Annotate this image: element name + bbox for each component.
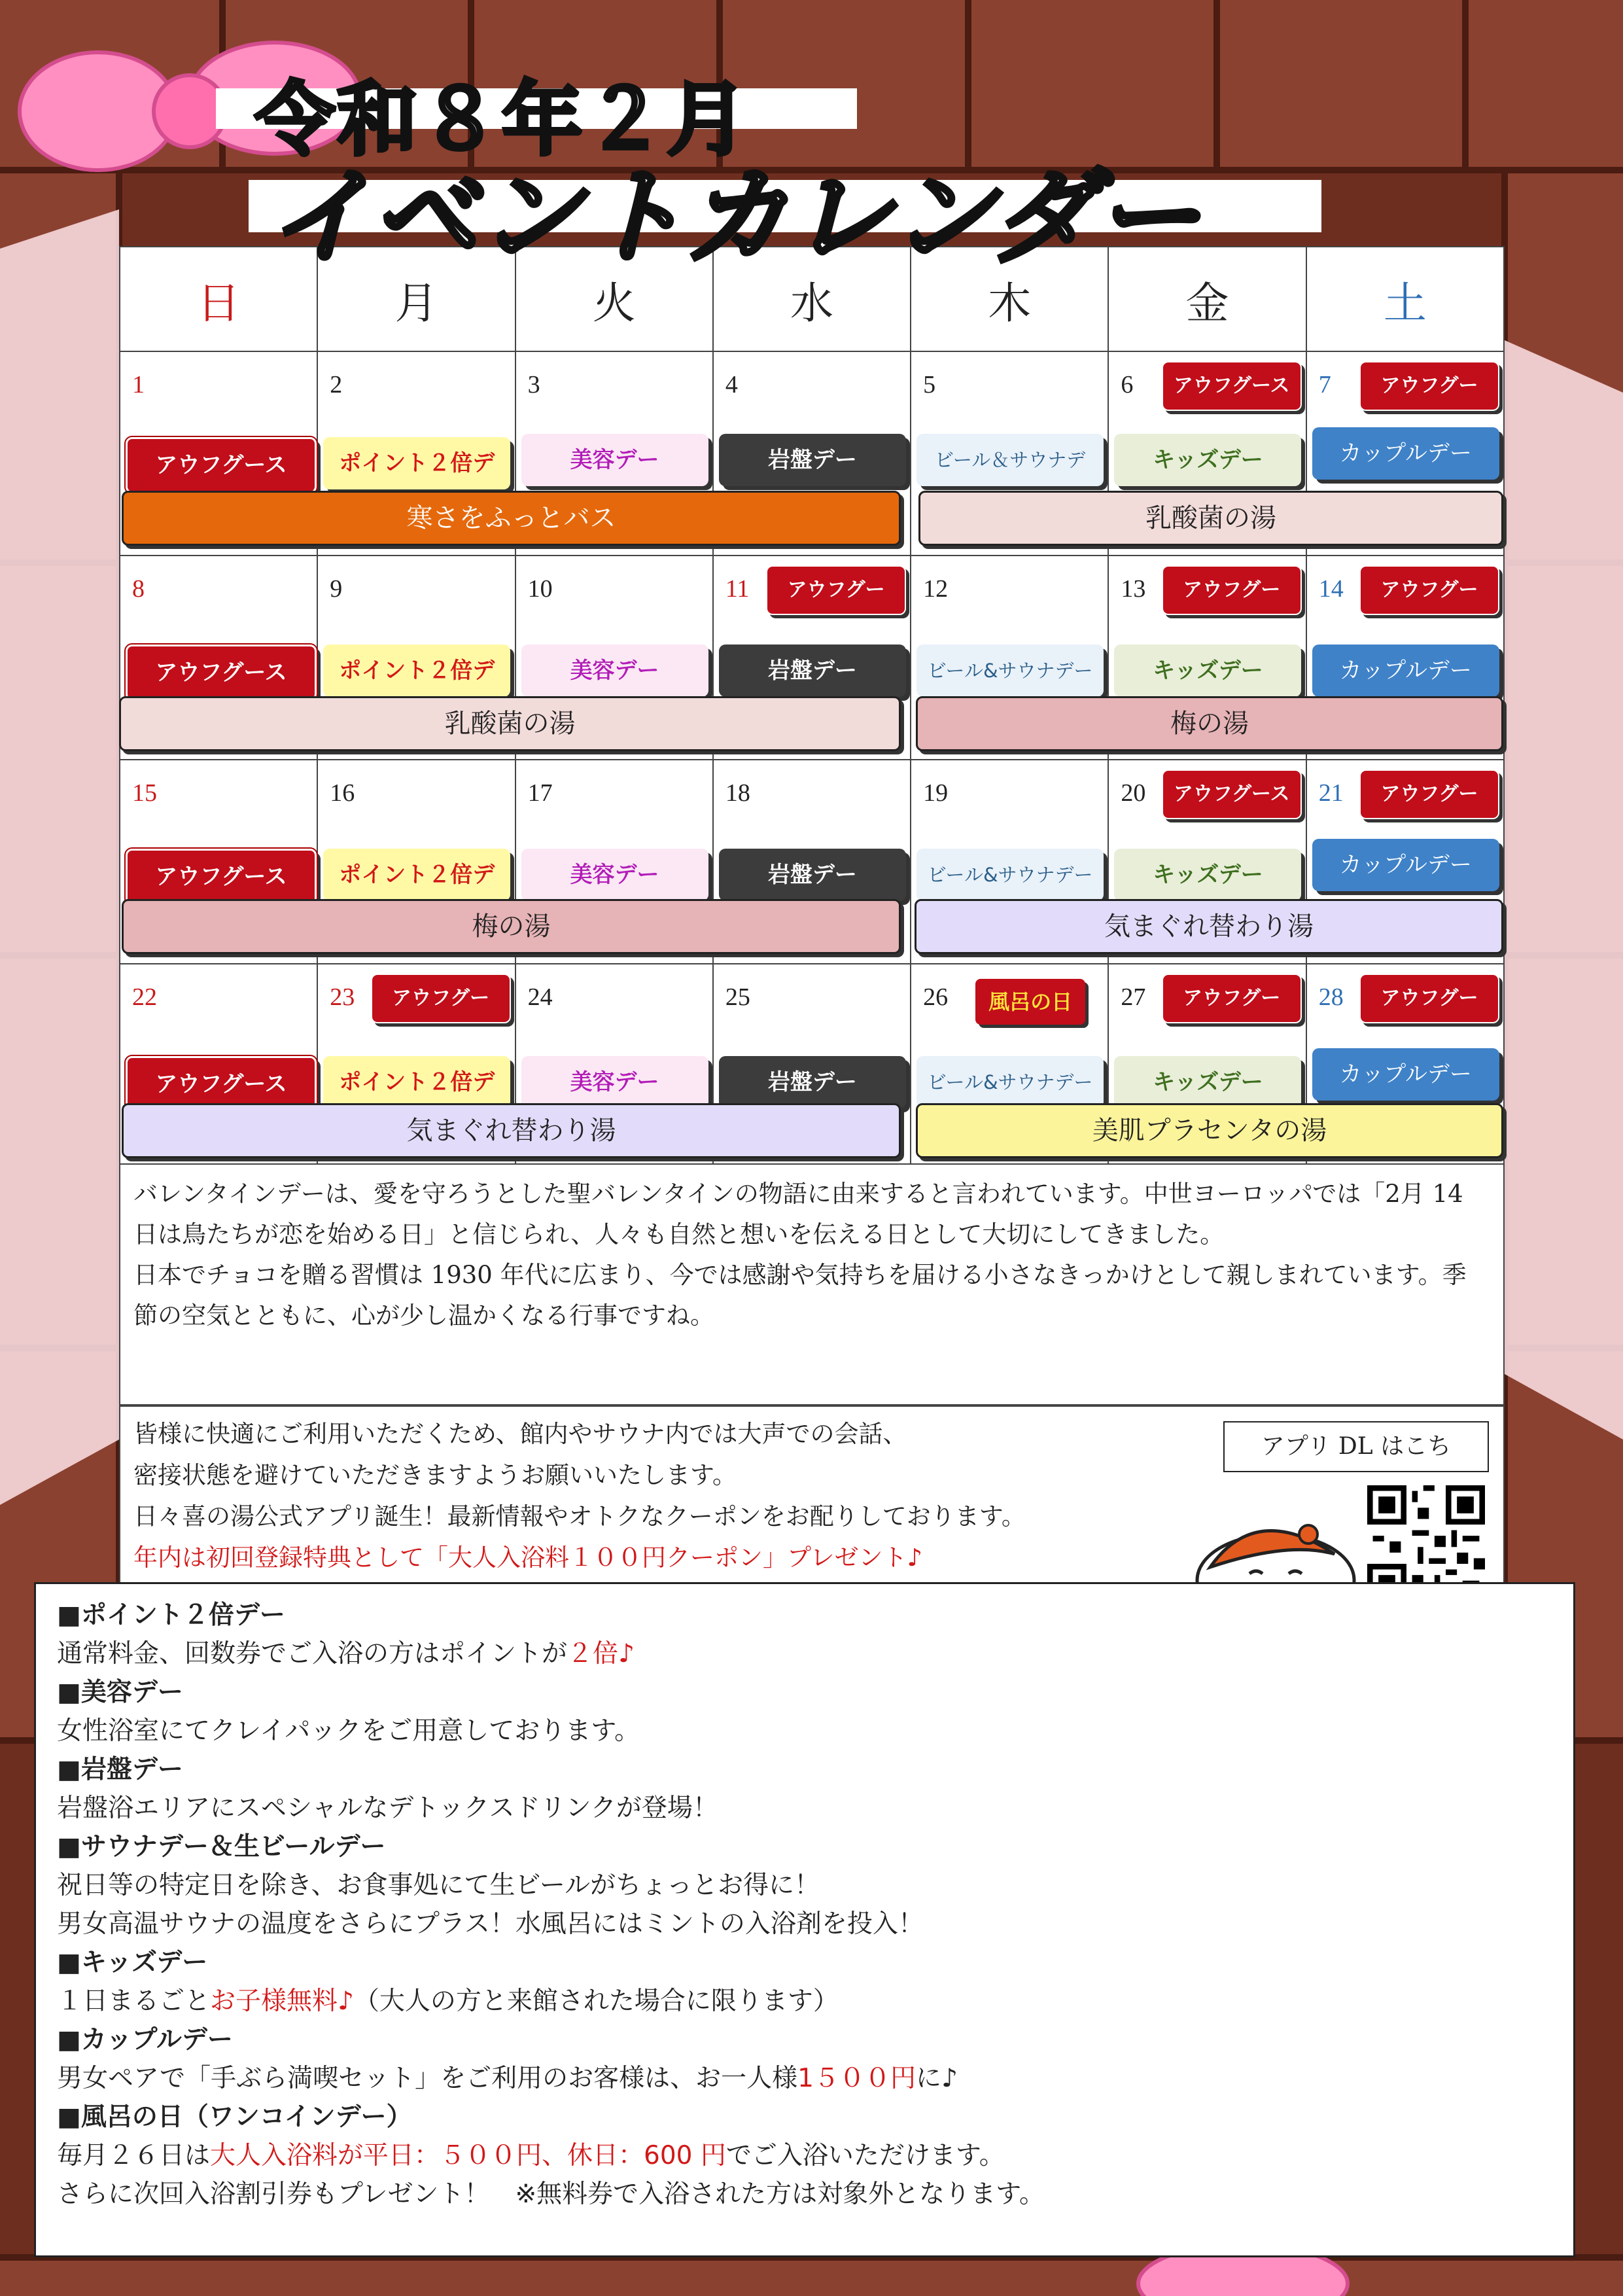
section-heading-rock: ■岩盤デー (57, 1755, 183, 1784)
aufguss-tag: アウフグー (371, 974, 511, 1023)
day-number: 10 (527, 575, 553, 603)
day-number: 8 (132, 575, 145, 603)
bath-banner: 乳酸菌の湯 (119, 696, 901, 751)
bath-banner: 乳酸菌の湯 (918, 491, 1503, 546)
event-kids: キッズデー (1114, 1056, 1301, 1108)
day-number: 21 (1318, 779, 1344, 807)
bath-banner: 寒さをふっとバス (122, 491, 901, 546)
event-couple: カップルデー (1312, 427, 1499, 480)
intro-paragraph: 日本でチョコを贈る習慣は 1930 年代に広まり、今では感謝や気持ちを届ける小さなきっかけとして親しまれています。季節の空気とともに、心が少し温かくなる行事ですね。 (133, 1261, 1467, 1330)
section-heading-kids: ■キッズデー (57, 1948, 208, 1977)
app-download-label: アプリ DL はこち (1223, 1421, 1489, 1472)
furo-description: 毎月２６日は大人入浴料が平日：５００円、休日：600 円でご入浴いただけます。 (57, 2141, 1005, 2170)
sauna-description: 祝日等の特定日を除き、お食事処にて生ビールがちょっとお得に！ (57, 1871, 820, 1900)
aufguss-tag: アウフグース (1162, 769, 1302, 819)
aufguss-tag: アウフグー (1359, 769, 1499, 819)
bath-banner: 美肌プラセンタの湯 (916, 1103, 1503, 1158)
day-number: 3 (527, 371, 540, 398)
day-number: 9 (330, 575, 343, 603)
furo-description: さらに次回入浴割引券もプレゼント！ ※無料券で入浴された方は対象外となります。 (57, 2180, 1045, 2209)
day-number: 18 (725, 779, 750, 807)
aufguss-tag: アウフグー (1359, 361, 1499, 411)
event-descriptions (34, 1582, 1575, 2257)
event-kids: キッズデー (1114, 645, 1301, 697)
day-number: 19 (923, 779, 949, 807)
weekday-wed: 水 (713, 247, 911, 351)
day-number: 4 (725, 371, 738, 398)
event-rock: 岩盤デー (719, 434, 906, 486)
aufguss-tag: アウフグー (1162, 565, 1302, 615)
day-number: 7 (1318, 371, 1331, 398)
weekday-sun: 日 (120, 247, 317, 351)
event-couple: カップルデー (1312, 645, 1499, 697)
day-number: 16 (330, 779, 355, 807)
weekday-sat: 土 (1306, 247, 1504, 351)
event-beauty: 美容デー (521, 1056, 708, 1108)
day-number: 6 (1121, 371, 1134, 398)
event-beauty: 美容デー (521, 434, 708, 486)
event-rock: 岩盤デー (719, 849, 906, 901)
couple-description: 男女ペアで「手ぶら満喫セット」をご利用のお客様は、お一人様1５００円に♪ (57, 2064, 958, 2093)
day-number: 27 (1121, 983, 1146, 1011)
weekday-fri: 金 (1108, 247, 1306, 351)
event-kids: キッズデー (1114, 849, 1301, 901)
event-beer-sauna: ビール&サウナデー (916, 645, 1104, 697)
aufguss-tag: アウフグース (1162, 361, 1302, 411)
aufguss-tag: アウフグー (766, 565, 906, 615)
valentine-intro (119, 1163, 1505, 1405)
weekday-tue: 火 (515, 247, 713, 351)
event-rock: 岩盤デー (719, 645, 906, 697)
bath-banner: 梅の湯 (916, 696, 1503, 751)
event-beer-sauna: ビール＆サウナデ (916, 434, 1104, 486)
day-number: 5 (923, 371, 936, 398)
furo-day-badge: 風呂の日 (975, 979, 1085, 1025)
day-number: 28 (1318, 983, 1344, 1011)
day-number: 23 (330, 983, 355, 1011)
day-number: 17 (527, 779, 553, 807)
page-title-line2: イベントカレンダー (249, 141, 1328, 255)
day-number: 25 (725, 983, 750, 1011)
aufguss-tag: アウフグー (1359, 974, 1499, 1023)
event-beer-sauna: ビール&サウナデー (916, 1056, 1104, 1108)
event-calendar (119, 246, 1505, 1169)
event-point: ポイント２倍デ (323, 849, 510, 901)
day-number: 22 (132, 983, 157, 1011)
day-number: 24 (527, 983, 553, 1011)
section-heading-beauty: ■美容デー (57, 1678, 183, 1707)
sauna-description: 男女高温サウナの温度をさらにプラス！水風呂にはミントの入浴剤を投入！ (57, 1909, 924, 1939)
day-number: 2 (330, 371, 343, 398)
notice-line: 密接状態を避けていただきますようお願いいたします。 (133, 1461, 737, 1489)
aufguss-tag: アウフグー (1162, 974, 1302, 1023)
event-rock: 岩盤デー (719, 1056, 906, 1108)
kids-description: １日まるごとお子様無料♪（大人の方と来館された場合に限ります） (57, 1987, 839, 2016)
event-beauty: 美容デー (521, 645, 708, 697)
event-point: ポイント２倍デ (323, 645, 510, 697)
event-couple: カップルデー (1312, 839, 1499, 891)
event-couple: カップルデー (1312, 1048, 1499, 1101)
page-title-line1: 令和８年２月 (216, 56, 870, 154)
day-number: 12 (923, 575, 949, 603)
event-point: ポイント２倍デ (323, 1056, 510, 1108)
bath-banner: 気まぐれ替わり湯 (122, 1103, 901, 1158)
event-kids: キッズデー (1114, 434, 1301, 486)
day-number: 11 (725, 575, 750, 603)
intro-paragraph: バレンタインデーは、愛を守ろうとした聖バレンタインの物語に由来すると言われています。中世ヨーロッパでは「2月 14 日は鳥たちが恋を始める日」と信じられ、人々も自然と想いを伝える日として大切にしてきました。 (133, 1180, 1463, 1248)
event-point: ポイント２倍デ (323, 437, 510, 489)
bath-banner: 梅の湯 (122, 899, 901, 954)
day-number: 14 (1318, 575, 1344, 603)
section-heading-couple: ■カップルデー (57, 2025, 233, 2055)
section-heading-sauna: ■サウナデー＆生ビールデー (57, 1832, 386, 1862)
point-description: 通常料金、回数券でご入浴の方はポイントが２倍♪ (57, 1639, 635, 1669)
aufguss-tag: アウフグー (1359, 565, 1499, 615)
section-heading-point: ■ポイント２倍デー (57, 1600, 285, 1630)
day-number: 15 (132, 779, 157, 807)
event-aufguss: アウフグース (126, 437, 317, 493)
event-beer-sauna: ビール&サウナデー (916, 849, 1104, 901)
day-number: 20 (1121, 779, 1146, 807)
event-aufguss: アウフグース (126, 849, 317, 905)
bath-banner: 気まぐれ替わり湯 (915, 899, 1503, 954)
notice-line: 皆様に快適にご利用いただくため、館内やサウナ内では大声での会話、 (133, 1420, 907, 1448)
rock-description: 岩盤浴エリアにスペシャルなデトックスドリンクが登場！ (57, 1793, 718, 1823)
weekday-thu: 木 (911, 247, 1108, 351)
notice-line: 日々喜の湯公式アプリ誕生！最新情報やオトクなクーポンをお配りしております。 (133, 1502, 1026, 1530)
event-aufguss: アウフグース (126, 1056, 317, 1112)
weekday-mon: 月 (317, 247, 515, 351)
event-aufguss: アウフグース (126, 645, 317, 701)
beauty-description: 女性浴室にてクレイパックをご用意しております。 (57, 1716, 640, 1746)
section-heading-furo: ■風呂の日（ワンコインデー） (57, 2102, 412, 2132)
day-number: 1 (132, 371, 145, 398)
event-beauty: 美容デー (521, 849, 708, 901)
day-number: 26 (923, 983, 949, 1011)
notice-line: 年内は初回登録特典として「大人入浴料１００円クーポン」プレゼント♪ (133, 1544, 923, 1572)
day-number: 13 (1121, 575, 1146, 603)
